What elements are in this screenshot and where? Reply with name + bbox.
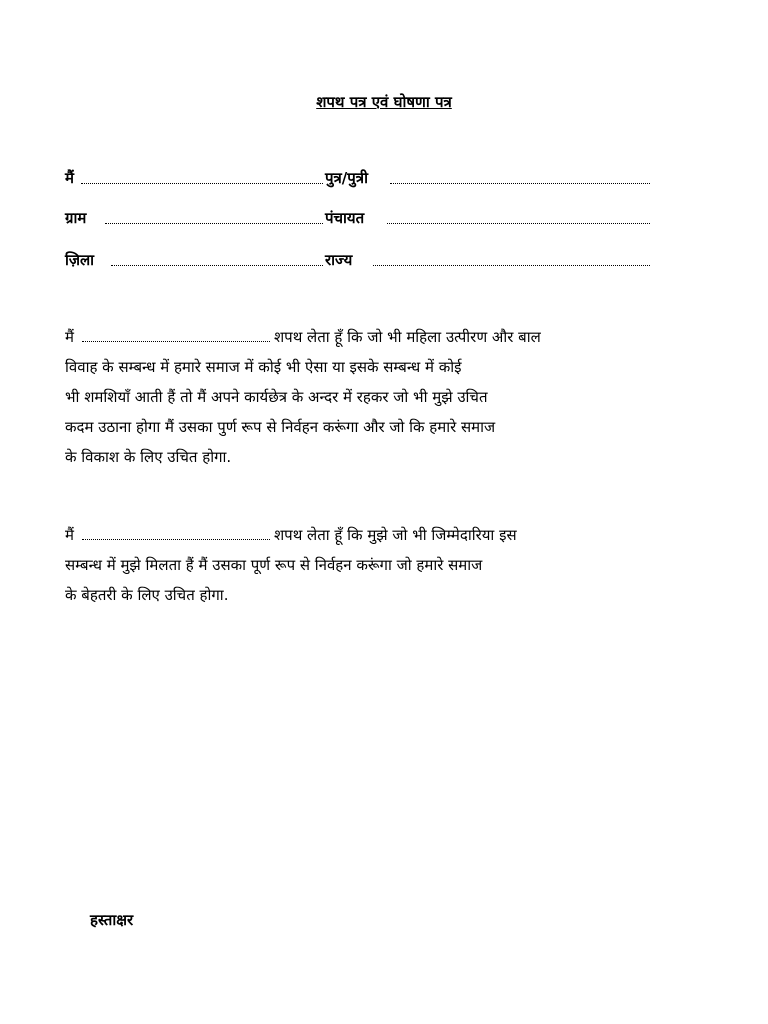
paragraph-line-text: शपथ लेता हूँ कि जो भी महिला उत्पीरण और बाल xyxy=(273,328,541,346)
son-daughter-field[interactable] xyxy=(390,183,650,184)
signature-label: हस्ताक्षर xyxy=(90,911,134,929)
document-title: शपथ पत्र एवं घोषणा पत्र xyxy=(316,93,452,111)
district-row xyxy=(65,250,665,272)
name-row xyxy=(65,168,665,190)
village-label: ग्राम xyxy=(65,209,87,227)
oath-paragraph-2 xyxy=(65,520,665,610)
paragraph-line: सम्बन्ध में मुझे मिलता हैं मैं उसका पूर्ण रूप से निर्वहन करूंगा जो हमारे समाज xyxy=(65,556,483,574)
oath-name-field-2[interactable] xyxy=(82,527,270,540)
paragraph-line: विवाह के सम्बन्ध में हमारे समाज में कोई भी ऐसा या इसके सम्बन्ध में कोई xyxy=(65,358,462,376)
oath-name-field-1[interactable] xyxy=(82,329,270,342)
state-field[interactable] xyxy=(373,265,650,266)
district-field[interactable] xyxy=(111,265,323,266)
name-field[interactable] xyxy=(81,183,323,184)
paragraph-line: के बेहतरी के लिए उचित होगा. xyxy=(65,586,229,604)
panchayat-label: पंचायत xyxy=(325,209,365,227)
oath-paragraph-1 xyxy=(65,322,665,472)
panchayat-field[interactable] xyxy=(387,223,650,224)
son-daughter-label: पुत्र/पुत्री xyxy=(325,169,368,187)
oath-prefix: मैं xyxy=(65,328,74,346)
village-row xyxy=(65,208,665,230)
state-label: राज्य xyxy=(325,251,353,269)
paragraph-line: भी शमशियाँ आती हैं तो मैं अपने कार्यछेत्र के अन्दर में रहकर जो भी मुझे उचित xyxy=(65,388,488,406)
paragraph-line-text: शपथ लेता हूँ कि मुझे जो भी जिम्मेदारिया इस xyxy=(273,526,517,544)
district-label: ज़िला xyxy=(65,251,95,269)
paragraph-line xyxy=(65,322,665,352)
name-label: मैं xyxy=(65,169,74,187)
oath-prefix: मैं xyxy=(65,526,74,544)
paragraph-line: के विकाश के लिए उचित होगा. xyxy=(65,448,232,466)
village-field[interactable] xyxy=(105,223,323,224)
paragraph-line xyxy=(65,520,665,550)
paragraph-line: कदम उठाना होगा मैं उसका पुर्ण रूप से निर्वहन करूंगा और जो कि हमारे समाज xyxy=(65,418,496,436)
